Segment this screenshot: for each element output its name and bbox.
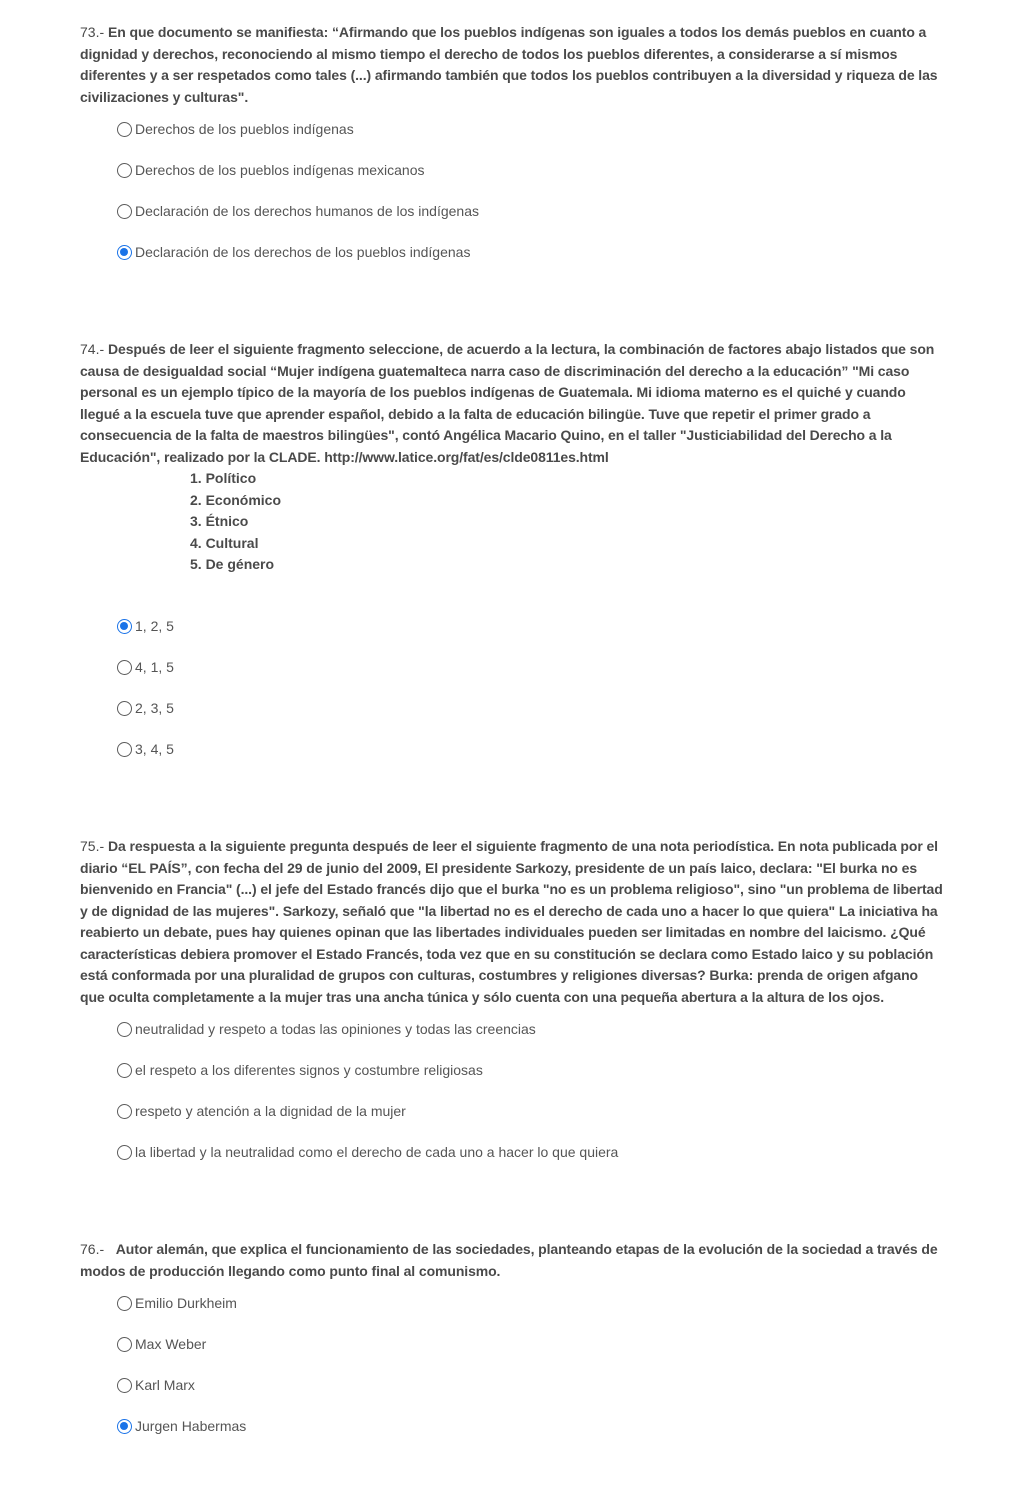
option[interactable]: [80, 1334, 946, 1375]
option[interactable]: [80, 160, 946, 201]
option-label: 3, 4, 5: [135, 740, 174, 757]
option-label: 2, 3, 5: [135, 699, 174, 716]
option[interactable]: [80, 1375, 946, 1416]
question-body: En que documento se manifiesta: “Afirmando que los pueblos indígenas son iguales a todos los demás pueblos en cuanto a dignidad y derechos, reconociendo al mismo tiempo el derecho de todos los pueblos diferentes, a considerarse a sí mismos diferentes y a ser respetados como tales (...) afirmando también que todos los pueblos contribuyen a la diversidad y riqueza de las civilizaciones y culturas".: [80, 24, 938, 105]
option-label: respeto y atención a la dignidad de la mujer: [135, 1103, 406, 1119]
question-number: 74.-: [80, 341, 109, 357]
radio-button[interactable]: [117, 1104, 132, 1119]
question-text: [80, 836, 946, 1008]
question-body: Da respuesta a la siguiente pregunta después de leer el siguiente fragmento de una nota periodística. En nota publicada por el diario “EL PAÍS”, con fecha del 29 de junio del 2009, El presidente Sarkozy, presidente de un país laico, declara: "El burka no es bienvenido en Francia" (...) el jefe del Estado francés dijo que el burka "no es un problema religioso", sino "un problema de libertad y de dignidad de las mujeres". Sarkozy, señaló que "la libertad no es el derecho de cada uno a hacer lo que quiera" La iniciativa ha reabierto un debate, pues hay quienes opinan que las libertades individuales pueden ser limitadas en nombre del laicismo. ¿Qué características debiera promover el Estado Francés, toda vez que en su constitución se declara como Estado laico y su población está conformada por una pluralidad de grupos con culturas, costumbres y religiones diversas? Burka: prenda de origen afgano que oculta completamente a la mujer tras una ancha túnica y sólo cuenta con una pequeña abertura a la altura de los ojos.: [80, 838, 943, 1005]
question-text: [80, 22, 946, 108]
option-label: Declaración de los derechos de los pueblos indígenas: [135, 244, 471, 260]
option-label: la libertad y la neutralidad como el derecho de cada uno a hacer lo que quiera: [135, 1144, 619, 1160]
option[interactable]: [80, 739, 946, 780]
option[interactable]: [80, 1293, 946, 1334]
radio-button[interactable]: [117, 660, 132, 675]
option[interactable]: [80, 1416, 946, 1457]
radio-button[interactable]: [117, 204, 132, 219]
factor-list: [190, 468, 946, 576]
option-label: neutralidad y respeto a todas las opiniones y todas las creencias: [135, 1021, 536, 1037]
option[interactable]: [80, 1060, 946, 1101]
factor-item: 5. De género: [190, 556, 275, 572]
question-text: [80, 339, 946, 468]
option[interactable]: [80, 657, 946, 698]
option-label: 1, 2, 5: [135, 617, 174, 634]
option[interactable]: [80, 242, 946, 283]
answer-options: [80, 1293, 946, 1457]
radio-button[interactable]: [117, 1063, 132, 1078]
question-76: [80, 1239, 946, 1457]
option-label: Derechos de los pueblos indígenas mexicanos: [135, 162, 425, 178]
radio-button[interactable]: [117, 1337, 132, 1352]
option-label: el respeto a los diferentes signos y costumbre religiosas: [135, 1062, 483, 1078]
factor-item: 4. Cultural: [190, 534, 259, 551]
answer-options: [80, 119, 946, 283]
radio-button[interactable]: [117, 701, 132, 716]
option[interactable]: [80, 616, 946, 657]
factor-item: 2. Económico: [190, 491, 282, 508]
question-73: [80, 22, 946, 283]
question-body: Autor alemán, que explica el funcionamiento de las sociedades, planteando etapas de la evolución de la sociedad a través de modos de producción llegando como punto final al comunismo.: [80, 1241, 938, 1279]
question-number: 76.-: [80, 1241, 116, 1257]
answer-options: [80, 1019, 946, 1183]
option-label: 4, 1, 5: [135, 658, 174, 675]
radio-button[interactable]: [117, 245, 132, 260]
radio-button[interactable]: [117, 1022, 132, 1037]
option-label: Karl Marx: [135, 1377, 195, 1393]
option[interactable]: [80, 1142, 946, 1183]
question-number: 73.-: [80, 24, 109, 40]
question-75: [80, 836, 946, 1183]
option-label: Jurgen Habermas: [135, 1418, 247, 1434]
factor-item: 3. Étnico: [190, 513, 249, 529]
radio-button[interactable]: [117, 1378, 132, 1393]
option-label: Emilio Durkheim: [135, 1295, 237, 1311]
option[interactable]: [80, 119, 946, 160]
option-label: Max Weber: [135, 1336, 207, 1352]
option[interactable]: [80, 1019, 946, 1060]
factor-item: 1. Político: [190, 470, 257, 486]
radio-button[interactable]: [117, 619, 132, 634]
option[interactable]: [80, 1101, 946, 1142]
radio-button[interactable]: [117, 122, 132, 137]
option[interactable]: [80, 698, 946, 739]
radio-button[interactable]: [117, 1145, 132, 1160]
radio-button[interactable]: [117, 163, 132, 178]
option-label: Declaración de los derechos humanos de los indígenas: [135, 203, 479, 219]
question-number: 75.-: [80, 838, 109, 854]
question-text: [80, 1239, 946, 1282]
answer-options: [80, 616, 946, 780]
question-74: [80, 339, 946, 780]
radio-button[interactable]: [117, 1419, 132, 1434]
radio-button[interactable]: [117, 742, 132, 757]
question-body: Después de leer el siguiente fragmento seleccione, de acuerdo a la lectura, la combinación de factores abajo listados que son causa de desigualdad social “Mujer indígena guatemalteca narra caso de discriminación del derecho a la educación” "Mi caso personal es un ejemplo típico de la mayoría de los pueblos indígenas de Guatemala. Mi idioma materno es el quiché y cuando llegué a la escuela tuve que aprender español, debido a la falta de educación bilingüe. Tuve que repetir el primer grado a consecuencia de la falta de maestros bilingües", contó Angélica Macario Quino, en el taller "Justiciabilidad del Derecho a la Educación", realizado por la CLADE. http://www.latice.org/fat/es/clde0811es.html: [80, 341, 935, 465]
option[interactable]: [80, 201, 946, 242]
option-label: Derechos de los pueblos indígenas: [135, 121, 354, 137]
radio-button[interactable]: [117, 1296, 132, 1311]
